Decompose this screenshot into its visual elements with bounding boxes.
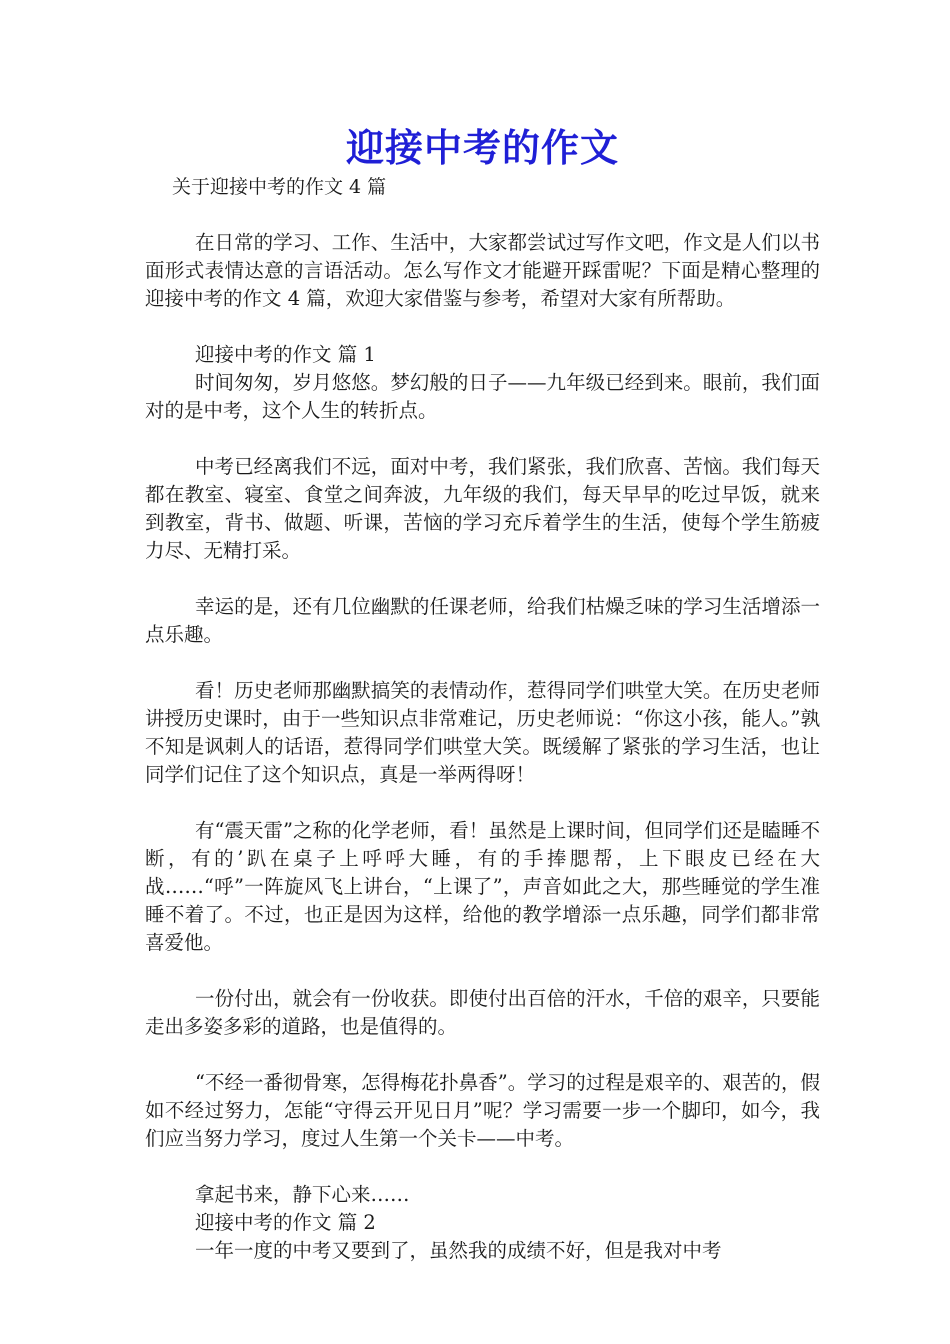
essay-1-paragraph-5: 有“震天雷”之称的化学老师，看！虽然是上课时间，但同学们还是瞌睡不断，有的’趴在桌子上呼呼大睡，有的手捧腮帮，上下眼皮已经在大战……“呼”一阵旋风飞上讲台，“上课了”，声音如此之大，那些睡觉的学生准睡不着了。不过，也正是因为这样，给他的教学增添一点乐趣，同学们都非常喜爱他。	[145, 819, 820, 954]
document-title: 迎接中考的作文	[345, 125, 619, 170]
essay-1-paragraph-7: “不经一番彻骨寒，怎得梅花扑鼻香”。学习的过程是艰辛的、艰苦的，假如不经过努力，怎能“守得云开见日月”呢？学习需要一步一个脚印，如今，我们应当努力学习，度过人生第一个关卡——中考。	[145, 1071, 820, 1150]
essay-2-paragraph-1: 一年一度的中考又要到了，虽然我的成绩不好，但是我对中考	[195, 1239, 722, 1262]
intro-paragraph: 在日常的学习、工作、生活中，大家都尝试过写作文吧，作文是人们以书面形式表情达意的言语活动。怎么写作文才能避开踩雷呢？下面是精心整理的迎接中考的作文 4 篇，欢迎大家借鉴与参考，希望对大家有所帮助。	[145, 231, 820, 310]
spacer	[145, 425, 820, 453]
essay-1-paragraph-2: 中考已经离我们不远，面对中考，我们紧张，我们欣喜、苦恼。我们每天都在教室、寝室、食堂之间奔波，九年级的我们，每天早早的吃过早饭，就来到教室，背书、做题、听课，苦恼的学习充斥着学生的生活，使每个学生筋疲力尽、无精打采。	[145, 455, 820, 562]
document-page	[145, 122, 820, 1265]
spacer	[145, 565, 820, 593]
essay-2-heading: 迎接中考的作文 篇 2	[195, 1211, 376, 1234]
essay-1-paragraph-8: 拿起书来，静下心来……	[195, 1183, 410, 1206]
essay-1-paragraph-1: 时间匆匆，岁月悠悠。梦幻般的日子——九年级已经到来。眼前，我们面对的是中考，这个人生的转折点。	[145, 371, 820, 422]
spacer	[145, 313, 820, 341]
document-subtitle: 关于迎接中考的作文 4 篇	[172, 176, 387, 198]
spacer	[145, 957, 820, 985]
essay-1-paragraph-4: 看！历史老师那幽默搞笑的表情动作，惹得同学们哄堂大笑。在历史老师讲授历史课时，由于一些知识点非常难记，历史老师说：“你这小孩，能人。”孰不知是讽刺人的话语，惹得同学们哄堂大笑。既缓解了紧张的学习生活，也让同学们记住了这个知识点，真是一举两得呀！	[145, 679, 820, 786]
essay-1-heading: 迎接中考的作文 篇 1	[195, 343, 376, 366]
spacer	[145, 1153, 820, 1181]
essay-1-paragraph-3: 幸运的是，还有几位幽默的任课老师，给我们枯燥乏味的学习生活增添一点乐趣。	[145, 595, 820, 646]
spacer	[145, 789, 820, 817]
spacer	[145, 649, 820, 677]
spacer	[145, 1041, 820, 1069]
spacer	[145, 201, 820, 229]
essay-1-paragraph-6: 一份付出，就会有一份收获。即使付出百倍的汗水，千倍的艰辛，只要能走出多姿多彩的道路，也是值得的。	[145, 987, 820, 1038]
